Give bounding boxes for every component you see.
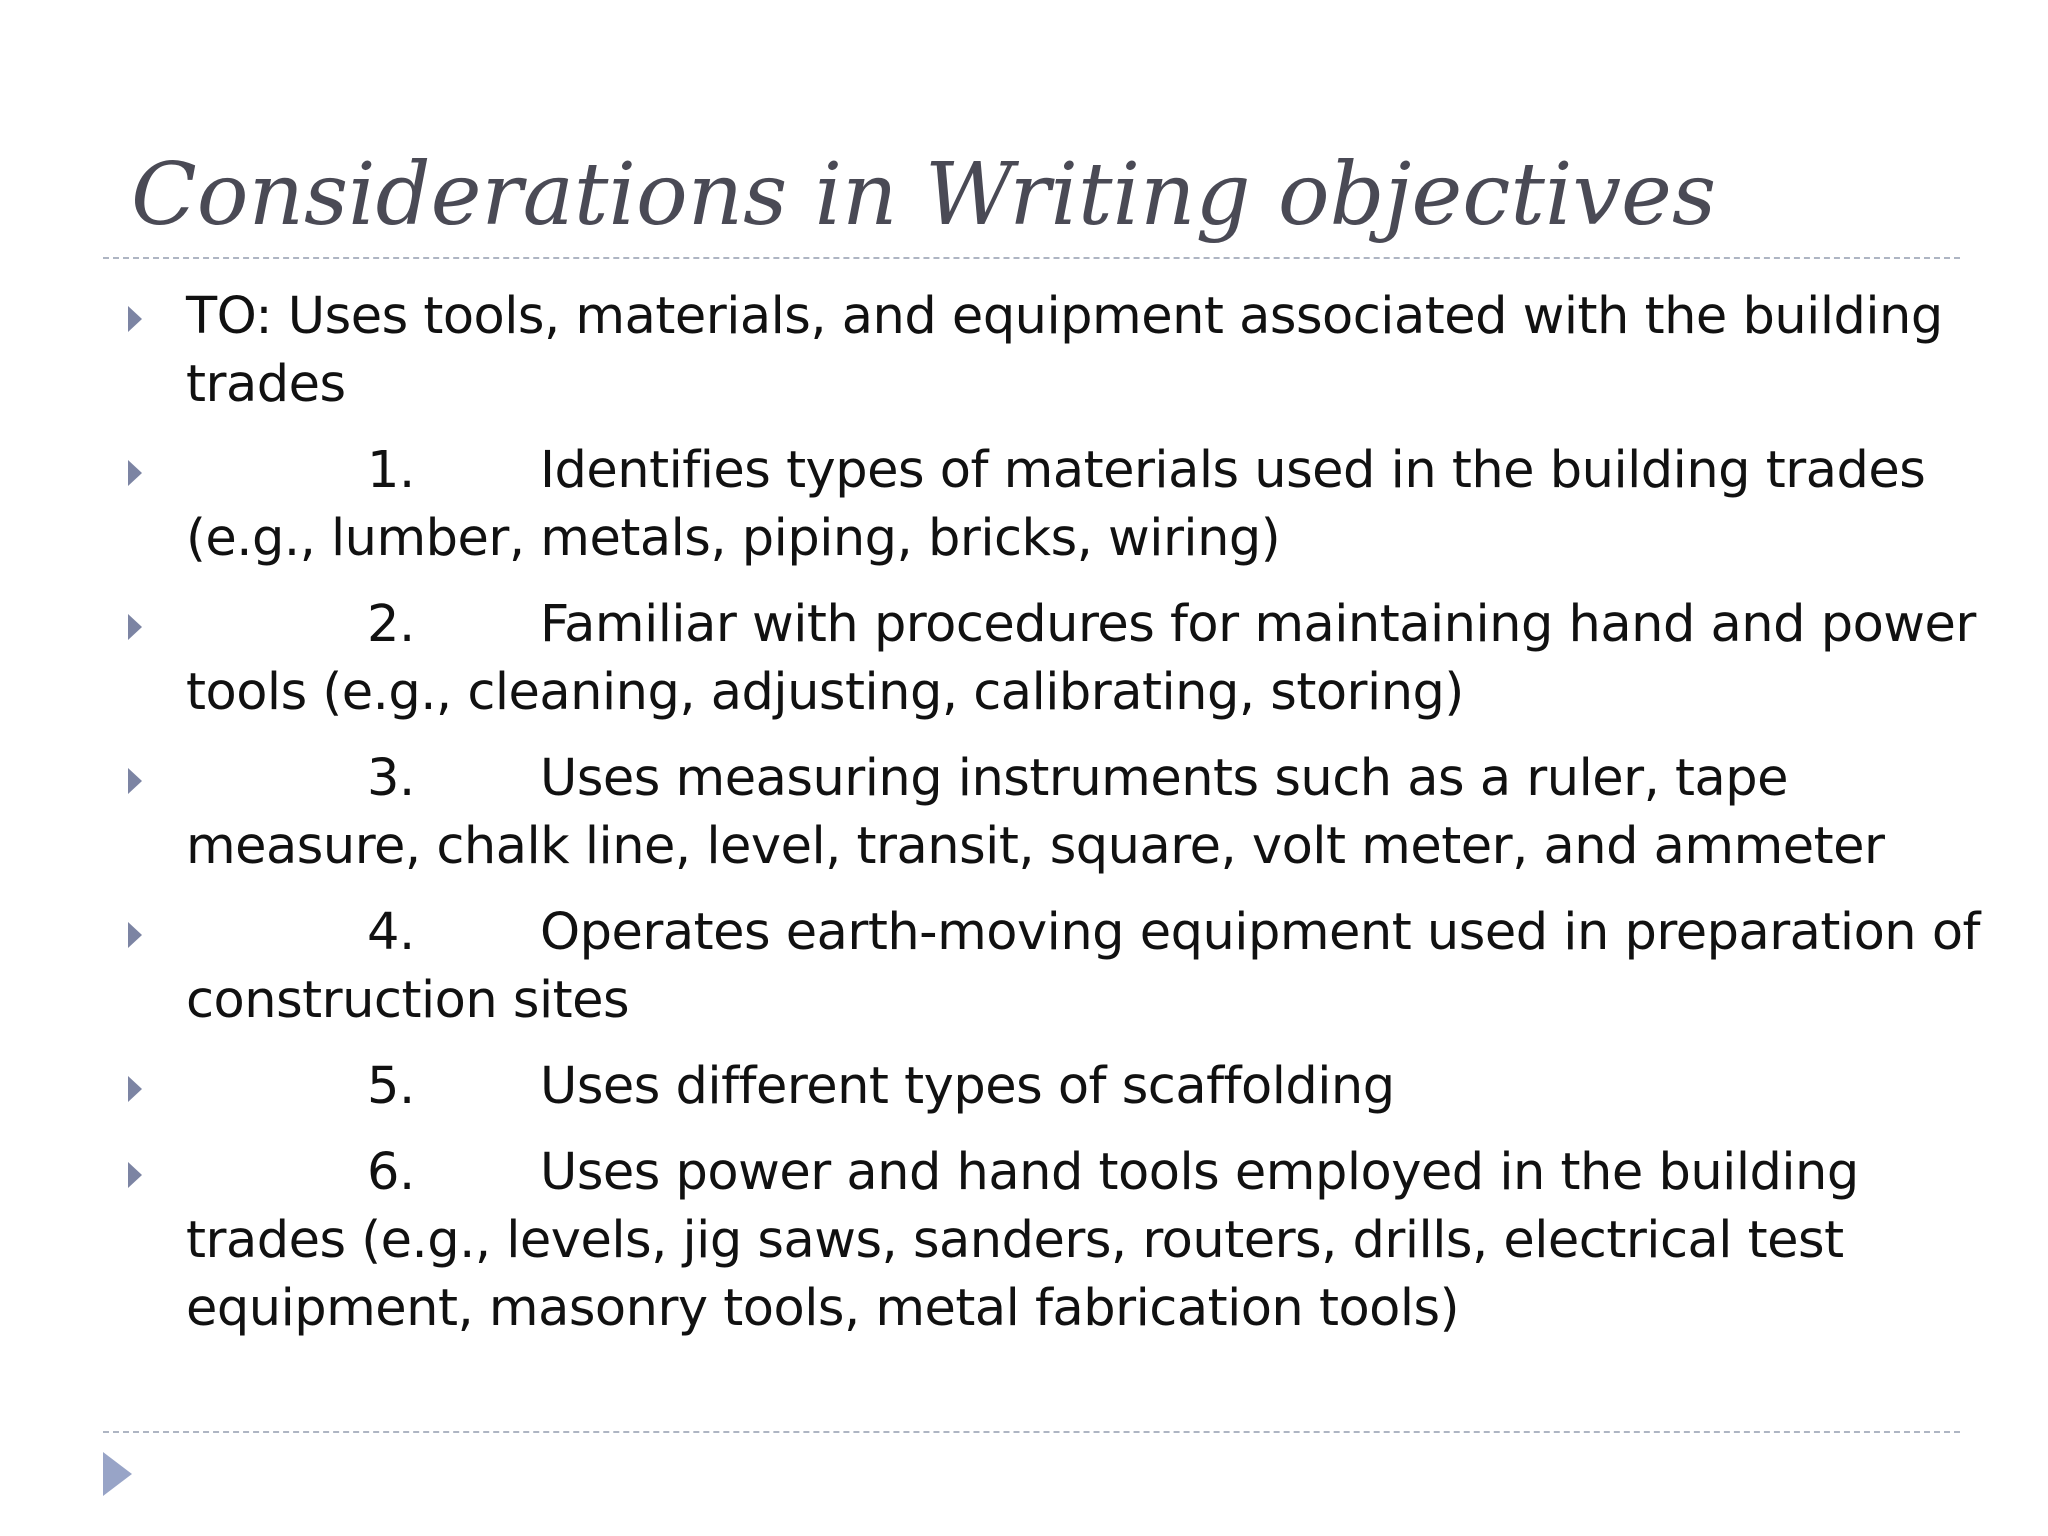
slide-title: Considerations in Writing objectives xyxy=(131,145,1717,245)
triangle-bullet-icon xyxy=(128,614,142,640)
bullet-number: 5. xyxy=(367,1057,415,1116)
bullet-item-intro xyxy=(0,283,1990,419)
bullet-text: Familiar with procedures for maintaining hand and power tools (e.g., cleaning, adjusting, calibrating, storing) xyxy=(186,595,1976,722)
bullet-text: Uses power and hand tools employed in the building trades (e.g., levels, jig saws, sanders, routers, drills, electrical test equipment, masonry tools, metal fabrication tools) xyxy=(186,1143,1859,1338)
bullet-text: Uses different types of scaffolding xyxy=(540,1057,1395,1116)
bullet-number: 4. xyxy=(367,903,415,962)
bullet-item-1 xyxy=(0,437,1990,573)
bullet-number: 2. xyxy=(367,595,415,654)
triangle-bullet-icon xyxy=(128,460,142,486)
triangle-bullet-icon xyxy=(128,1076,142,1102)
bullet-text: Uses measuring instruments such as a ruler, tape measure, chalk line, level, transit, square, volt meter, and ammeter xyxy=(186,749,1885,876)
triangle-bullet-icon xyxy=(128,1162,142,1188)
footer-arrow-icon xyxy=(103,1452,132,1496)
bullet-number: 6. xyxy=(367,1143,415,1202)
bullet-item-4 xyxy=(0,899,1990,1035)
bullet-item-5 xyxy=(0,1053,1990,1121)
bullet-text: Identifies types of materials used in the building trades (e.g., lumber, metals, piping, bricks, wiring) xyxy=(186,441,1926,568)
title-divider xyxy=(103,257,1960,259)
bullet-number: 3. xyxy=(367,749,415,808)
bullet-item-3 xyxy=(0,745,1990,881)
bullet-text: Operates earth-moving equipment used in preparation of construction sites xyxy=(186,903,1980,1030)
triangle-bullet-icon xyxy=(128,306,142,332)
bullet-item-2 xyxy=(0,591,1990,727)
bullet-number: 1. xyxy=(367,441,415,500)
bullet-item-6 xyxy=(0,1139,1990,1343)
bullet-text: TO: Uses tools, materials, and equipment associated with the building trades xyxy=(186,287,1943,414)
footer-divider xyxy=(103,1431,1960,1433)
triangle-bullet-icon xyxy=(128,768,142,794)
triangle-bullet-icon xyxy=(128,922,142,948)
bullet-list xyxy=(0,283,1990,1361)
